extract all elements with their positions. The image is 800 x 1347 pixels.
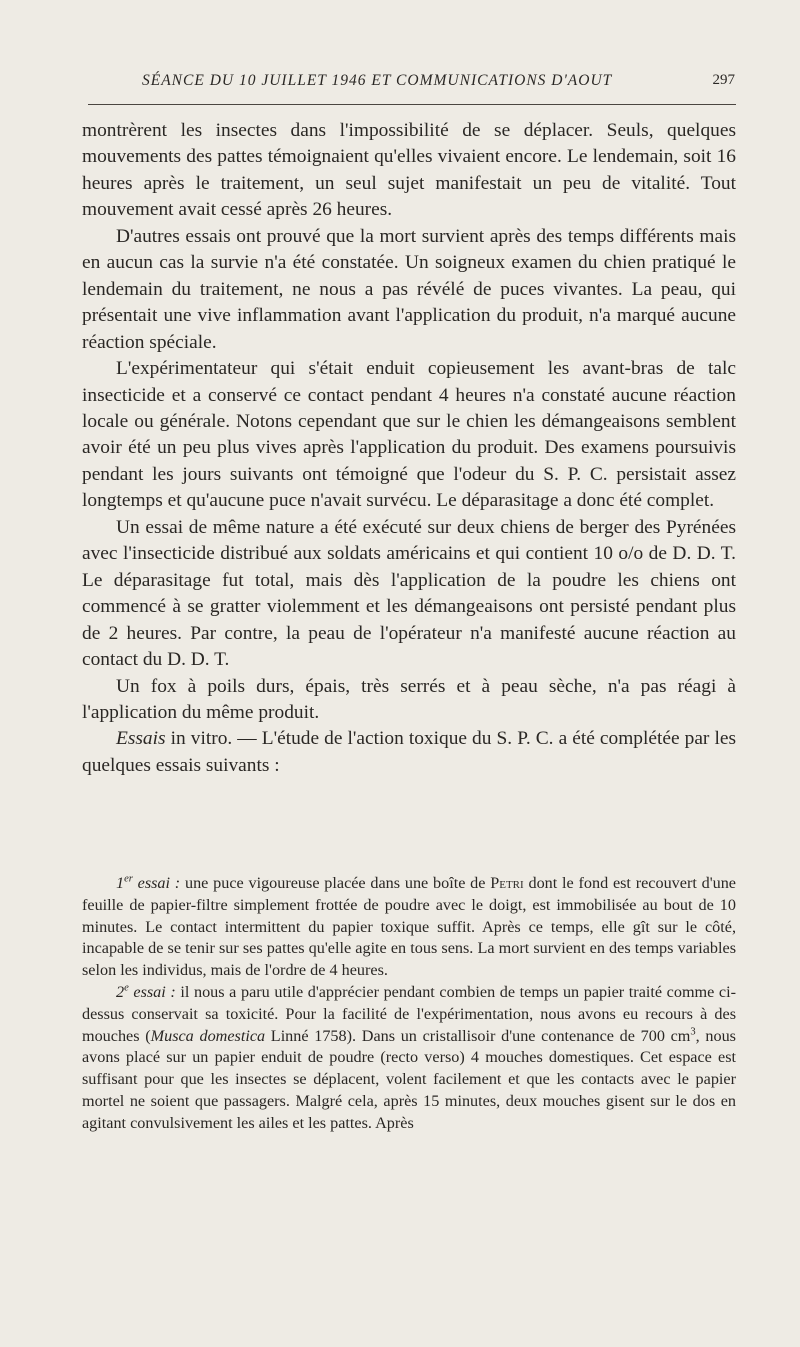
note-1-text-b: dont le fond est recouvert d'une feuille de papier-filtre simplement frottée de poudre avec le doigt, est immobilisée au bout de 10 minutes. Le contact intermittent du papier toxique suffit. Après ce temps, elle gît sur le côté, incapable de se tenir sur ses pattes qu'elle agite en tous sens. La mort survient en des temps variables selon les individus, mais de l'ordre de 4 heures.	[82, 874, 736, 980]
running-head-title: SÉANCE DU 10 JUILLET 1946 ET COMMUNICATIONS D'AOUT	[142, 72, 613, 89]
paragraph-2: D'autres essais ont prouvé que la mort survient après des temps différents mais en aucun cas la survie n'a été constatée. Un soigneux examen du chien pratiqué le lendemain du traitement, ne nous a pas révélé de puces vivantes. La peau, qui présentait une vive inflammation avant l'application du produit, n'a marqué aucune réaction spéciale.	[82, 225, 736, 353]
note-1-ordinal: er	[124, 873, 133, 885]
page-number: 297	[712, 72, 735, 88]
note-2-text-a: il nous a paru utile d'apprécier pendant combien de temps un papier traité comme ci-dessus conservait sa toxicité. Pour la facilité de l'expérimentation, nous avons eu recours à des mouches (	[82, 982, 737, 1045]
note-2-label: essai :	[128, 982, 176, 1001]
note-2-text-b: Linné 1758). Dans un cristallisoir d'une contenance de 700 cm	[265, 1026, 691, 1045]
note-2-text-c: , nous avons placé sur un papier enduit de poudre (recto verso) 4 mouches domestiques. Cet espace est suffisant pour que les insectes se déplacent, volent facilement et que les contacts avec le papier mortel ne soient que passagers. Malgré cela, après 15 minutes, deux mouches gisent sur le dos en agitant convulsivement les ailes et les pattes. Après	[82, 1026, 736, 1132]
note-1-label: essai :	[132, 874, 181, 892]
paragraph-5: Un fox à poils durs, épais, très serrés et à peau sèche, n'a pas réagi à l'application du même produit.	[82, 675, 736, 723]
header-rule	[88, 104, 736, 105]
body-text	[82, 118, 736, 779]
note-2-number: 2	[116, 982, 125, 1001]
paragraph-4: Un essai de même nature a été exécuté sur deux chiens de berger des Pyrénées avec l'insecticide distribué aux soldats américains et qui contient 10 o/o de D. D. T. Le déparasitage fut total, mais dès l'application de la poudre les chiens ont commencé à se gratter violemment et les démangeaisons ont persisté pendant plus de 2 heures. Par contre, la peau de l'opérateur n'a manifesté aucune réaction au contact du D. D. T.	[82, 516, 736, 671]
note-essai-1	[82, 873, 736, 982]
essais-text: in vitro. — L'étude de l'action toxique du S. P. C. a été complétée par les quelques essais suivants :	[82, 728, 736, 776]
note-essai-2	[82, 982, 736, 1135]
running-head	[80, 72, 735, 94]
paragraph-1: montrèrent les insectes dans l'impossibilité de se déplacer. Seuls, quelques mouvements des pattes témoignaient qu'elles vivaient encore. Le lendemain, soit 16 heures après le traitement, un seul sujet manifestait un peu de vitalité. Tout mouvement avait cessé après 26 heures.	[82, 120, 736, 221]
note-2-ordinal: e	[124, 982, 129, 994]
experiment-notes	[82, 873, 736, 1135]
note-1-text-a: une puce vigoureuse placée dans une boîte de	[180, 874, 491, 892]
note-1-number: 1	[116, 874, 125, 892]
essais-label: Essais	[116, 728, 166, 750]
paragraph-3: L'expérimentateur qui s'était enduit copieusement les avant-bras de talc insecticide et a conservé ce contact pendant 4 heures n'a constaté aucune réaction locale ou générale. Notons cependant que sur le chien les démangeaisons semblent avoir été un peu plus vives après l'application du produit. Des examens poursuivis pendant les jours suivants ont témoigné que l'odeur du S. P. C. persistait assez longtemps et qu'aucune puce n'avait survécu. Le déparasitage a donc été complet.	[82, 358, 736, 512]
species-name: Musca domestica	[150, 1026, 266, 1045]
paragraph-essais	[82, 726, 736, 779]
petri-name: Petri	[490, 874, 524, 892]
cubic-superscript: 3	[690, 1026, 696, 1038]
